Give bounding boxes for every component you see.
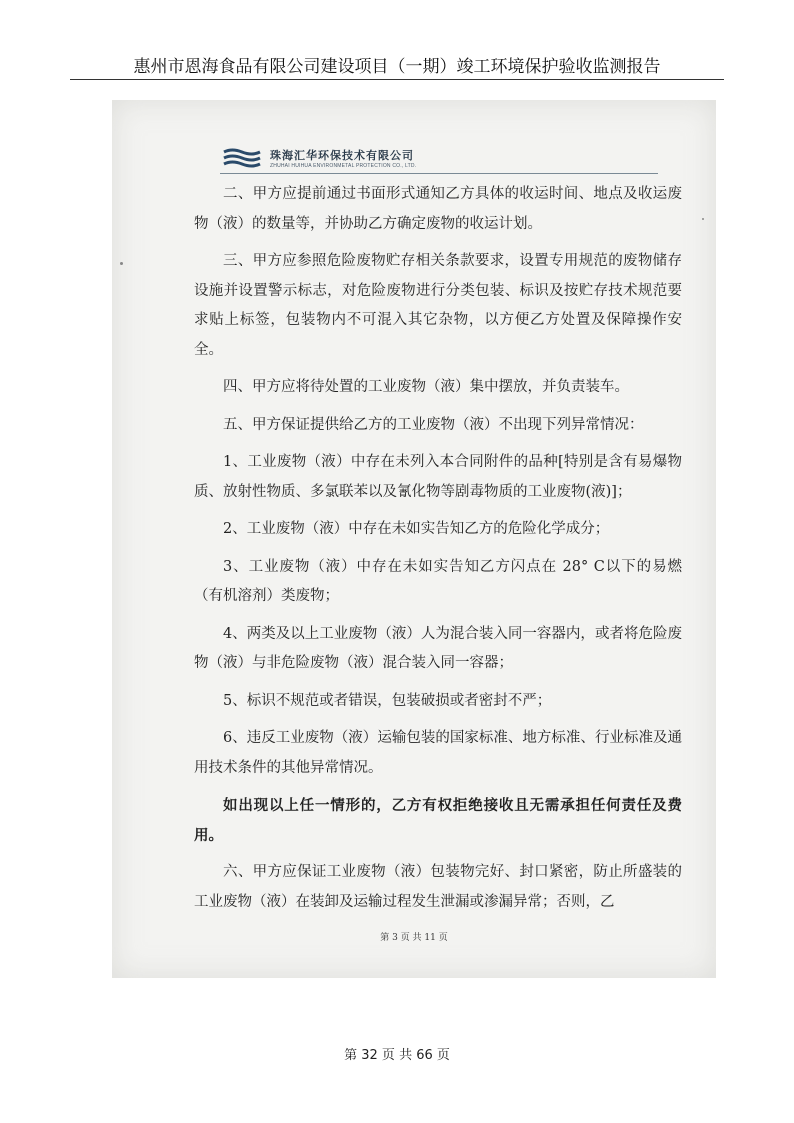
company-logo [222,144,416,172]
header-divider [70,79,724,80]
contract-paragraph: 如出现以上任一情形的，乙方有权拒绝接收且无需承担任何责任及费用。 [194,797,682,844]
scanned-contract-page [112,100,716,978]
letterhead-divider [220,173,658,174]
contract-paragraph: 六、甲方应保证工业废物（液）包装物完好、封口紧密，防止所盛装的工业废物（液）在装卸及运输过程发生泄漏或渗漏异常；否则，乙 [194,864,682,910]
report-header-title: 惠州市恩海食品有限公司建设项目（一期）竣工环境保护验收监测报告 [133,57,661,77]
contract-body [194,180,682,925]
scan-speck [120,262,123,265]
contract-paragraph: 1、工业废物（液）中存在未列入本合同附件的品种[特别是含有易爆物质、放射性物质、多氯联苯以及氰化物等剧毒物质的工业废物(液)]； [194,454,682,500]
contract-paragraph: 五、甲方保证提供给乙方的工业废物（液）不出现下列异常情况： [223,416,644,433]
contract-paragraph: 四、甲方应将待处置的工业废物（液）集中摆放，并负责装车。 [223,379,629,395]
inner-page-number: 第 3 页 共 11 页 [380,933,448,943]
page-number: 第 32 页 共 66 页 [344,1048,450,1063]
company-logo-wave-icon [222,147,262,169]
scan-speck [702,218,704,220]
contract-paragraph: 6、违反工业废物（液）运输包装的国家标准、地方标准、行业标准及通用技术条件的其他异常情况。 [194,730,682,776]
company-name-en: ZHUHAI HUIHUA ENVIRONMETAL PROTECTION CO., LTD. [270,163,417,169]
contract-paragraph: 2、工业废物（液）中存在未如实告知乙方的危险化学成分； [223,521,610,537]
contract-paragraph: 5、标识不规范或者错误，包装破损或者密封不严； [223,692,552,709]
contract-paragraph: 3、工业废物（液）中存在未如实告知乙方闪点在 28° C以下的易燃（有机溶剂）类废物； [194,558,682,604]
contract-paragraph: 三、甲方应参照危险废物贮存相关条款要求，设置专用规范的废物储存设施并设置警示标志，对危险废物进行分类包装、标识及按贮存技术规范要求贴上标签，包装物内不可混入其它杂物，以方便乙方处置及保障操作安全。 [194,253,682,358]
contract-paragraph: 4、两类及以上工业废物（液）人为混合装入同一容器内，或者将危险废物（液）与非危险废物（液）混合装入同一容器； [194,625,682,671]
company-name-cn: 珠海汇华环保技术有限公司 [270,149,414,162]
contract-paragraph: 二、甲方应提前通过书面形式通知乙方具体的收运时间、地点及收运废物（液）的数量等，并协助乙方确定废物的收运计划。 [194,186,682,232]
